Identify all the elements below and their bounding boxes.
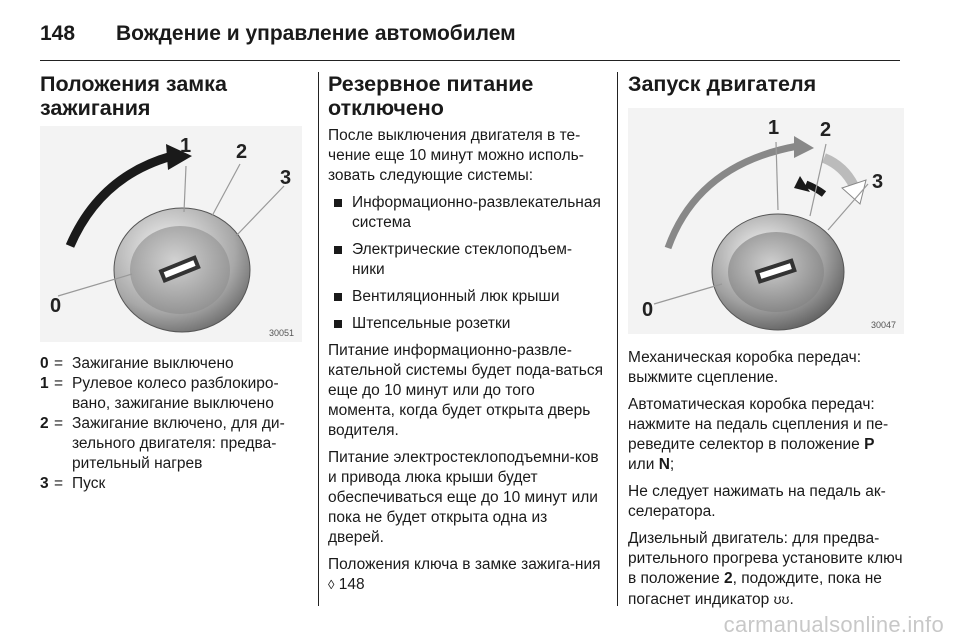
page-reference[interactable] [328,555,604,595]
legend-row [40,354,302,374]
legend-text: Рулевое колесо разблокиро-вано, зажигание выключено [72,375,279,412]
header-divider [40,60,900,61]
figure-label-1: 1 [768,117,780,139]
reference-page[interactable]: 148 [338,576,365,593]
legend-row [40,474,302,494]
ignition-lock-illustration [40,126,302,342]
automatic-gearbox-text: Автоматическая коробка передач: нажмите на педаль сцепления и пе-реведите селектор в положение [628,396,889,453]
legend-row [40,374,302,414]
figure-label-2: 2 [236,141,248,163]
list-item: Штепсельные розетки [328,314,604,334]
position-2: 2 [724,570,733,587]
list-item: Электрические стеклоподъем-ники [328,240,604,280]
legend-eq: = [54,415,64,432]
standby-systems-list [328,193,604,334]
legend-key: 3 [40,475,49,492]
list-item: Вентиляционный люк крыши [328,287,604,307]
diesel-preheat-para [628,529,904,610]
manual-gearbox-para: Механическая коробка передач: выжмите сцепление. [628,349,862,386]
reference-arrow-icon: ◊ [328,577,335,592]
legend-eq: = [54,375,64,392]
page-header [40,14,516,54]
legend-eq: = [54,355,64,372]
legend-key: 2 [40,415,49,432]
glow-plug-indicator-icon: ʊʊ [773,591,790,607]
column-ignition-positions [40,72,302,494]
accelerator-warning-para: Не следует нажимать на педаль ак-селератора. [628,483,886,520]
standby-infotainment-para: Питание информационно-развле-кательной системы будет пода-ваться еще до 10 минут или до того момента, когда будет открыта дверь водителя. [328,342,603,439]
legend-eq: = [54,475,64,492]
column-divider-2 [617,72,618,606]
semicolon: ; [669,456,675,473]
diesel-text-end: , подождите, пока не погаснет индикатор [628,570,882,608]
column-standby-power [328,72,604,602]
ignition-lock-figure [40,126,302,342]
column-engine-start [628,72,904,617]
selector-p: P [864,436,875,453]
engine-start-illustration [628,108,904,334]
page-number: 148 [40,22,76,45]
standby-windows-para: Питание электростеклоподъемни-ков и привода люка крыши будет обеспечиваться еще до 10 минут или пока не будет открыта одна из дверей. [328,449,599,546]
period: . [789,591,794,608]
legend-list [40,354,302,494]
figure-label-3: 3 [280,167,292,189]
section-title-ignition: Положения замка зажигания [40,72,227,120]
automatic-gearbox-para [628,395,904,475]
or-text: или [628,456,655,473]
legend-text: Пуск [72,475,106,492]
figure-label-3: 3 [872,171,884,193]
chapter-title: Вождение и управление автомобилем [116,22,516,45]
figure-label-2: 2 [820,119,832,141]
figure-label-0: 0 [50,295,62,317]
watermark: carmanualsonline.info [723,612,944,637]
selector-n: N [658,456,670,473]
diesel-text: Дизельный двигатель: для предва-рительного прогрева установите ключ в положение [628,530,903,587]
figure-code: 30047 [870,320,896,330]
standby-intro: После выключения двигателя в те-чение еще 10 минут можно исполь-зовать следующие системы: [328,127,584,184]
section-title-engine-start: Запуск двигателя [628,72,817,96]
figure-label-0: 0 [642,299,654,321]
section-title-standby: Резервное питание отключено [328,72,534,120]
engine-start-figure [628,108,904,334]
reference-text: Положения ключа в замке зажига-ния [328,556,601,573]
figure-code: 30051 [268,328,294,338]
legend-text: Зажигание выключено [72,355,234,372]
legend-key: 1 [40,375,49,392]
figure-label-1: 1 [180,135,192,157]
legend-row [40,414,302,474]
legend-key: 0 [40,355,49,372]
list-item: Информационно-развлекательная система [328,193,604,233]
legend-text: Зажигание включено, для ди-зельного двигателя: предва-рительный нагрев [72,415,285,472]
column-divider-1 [318,72,319,606]
